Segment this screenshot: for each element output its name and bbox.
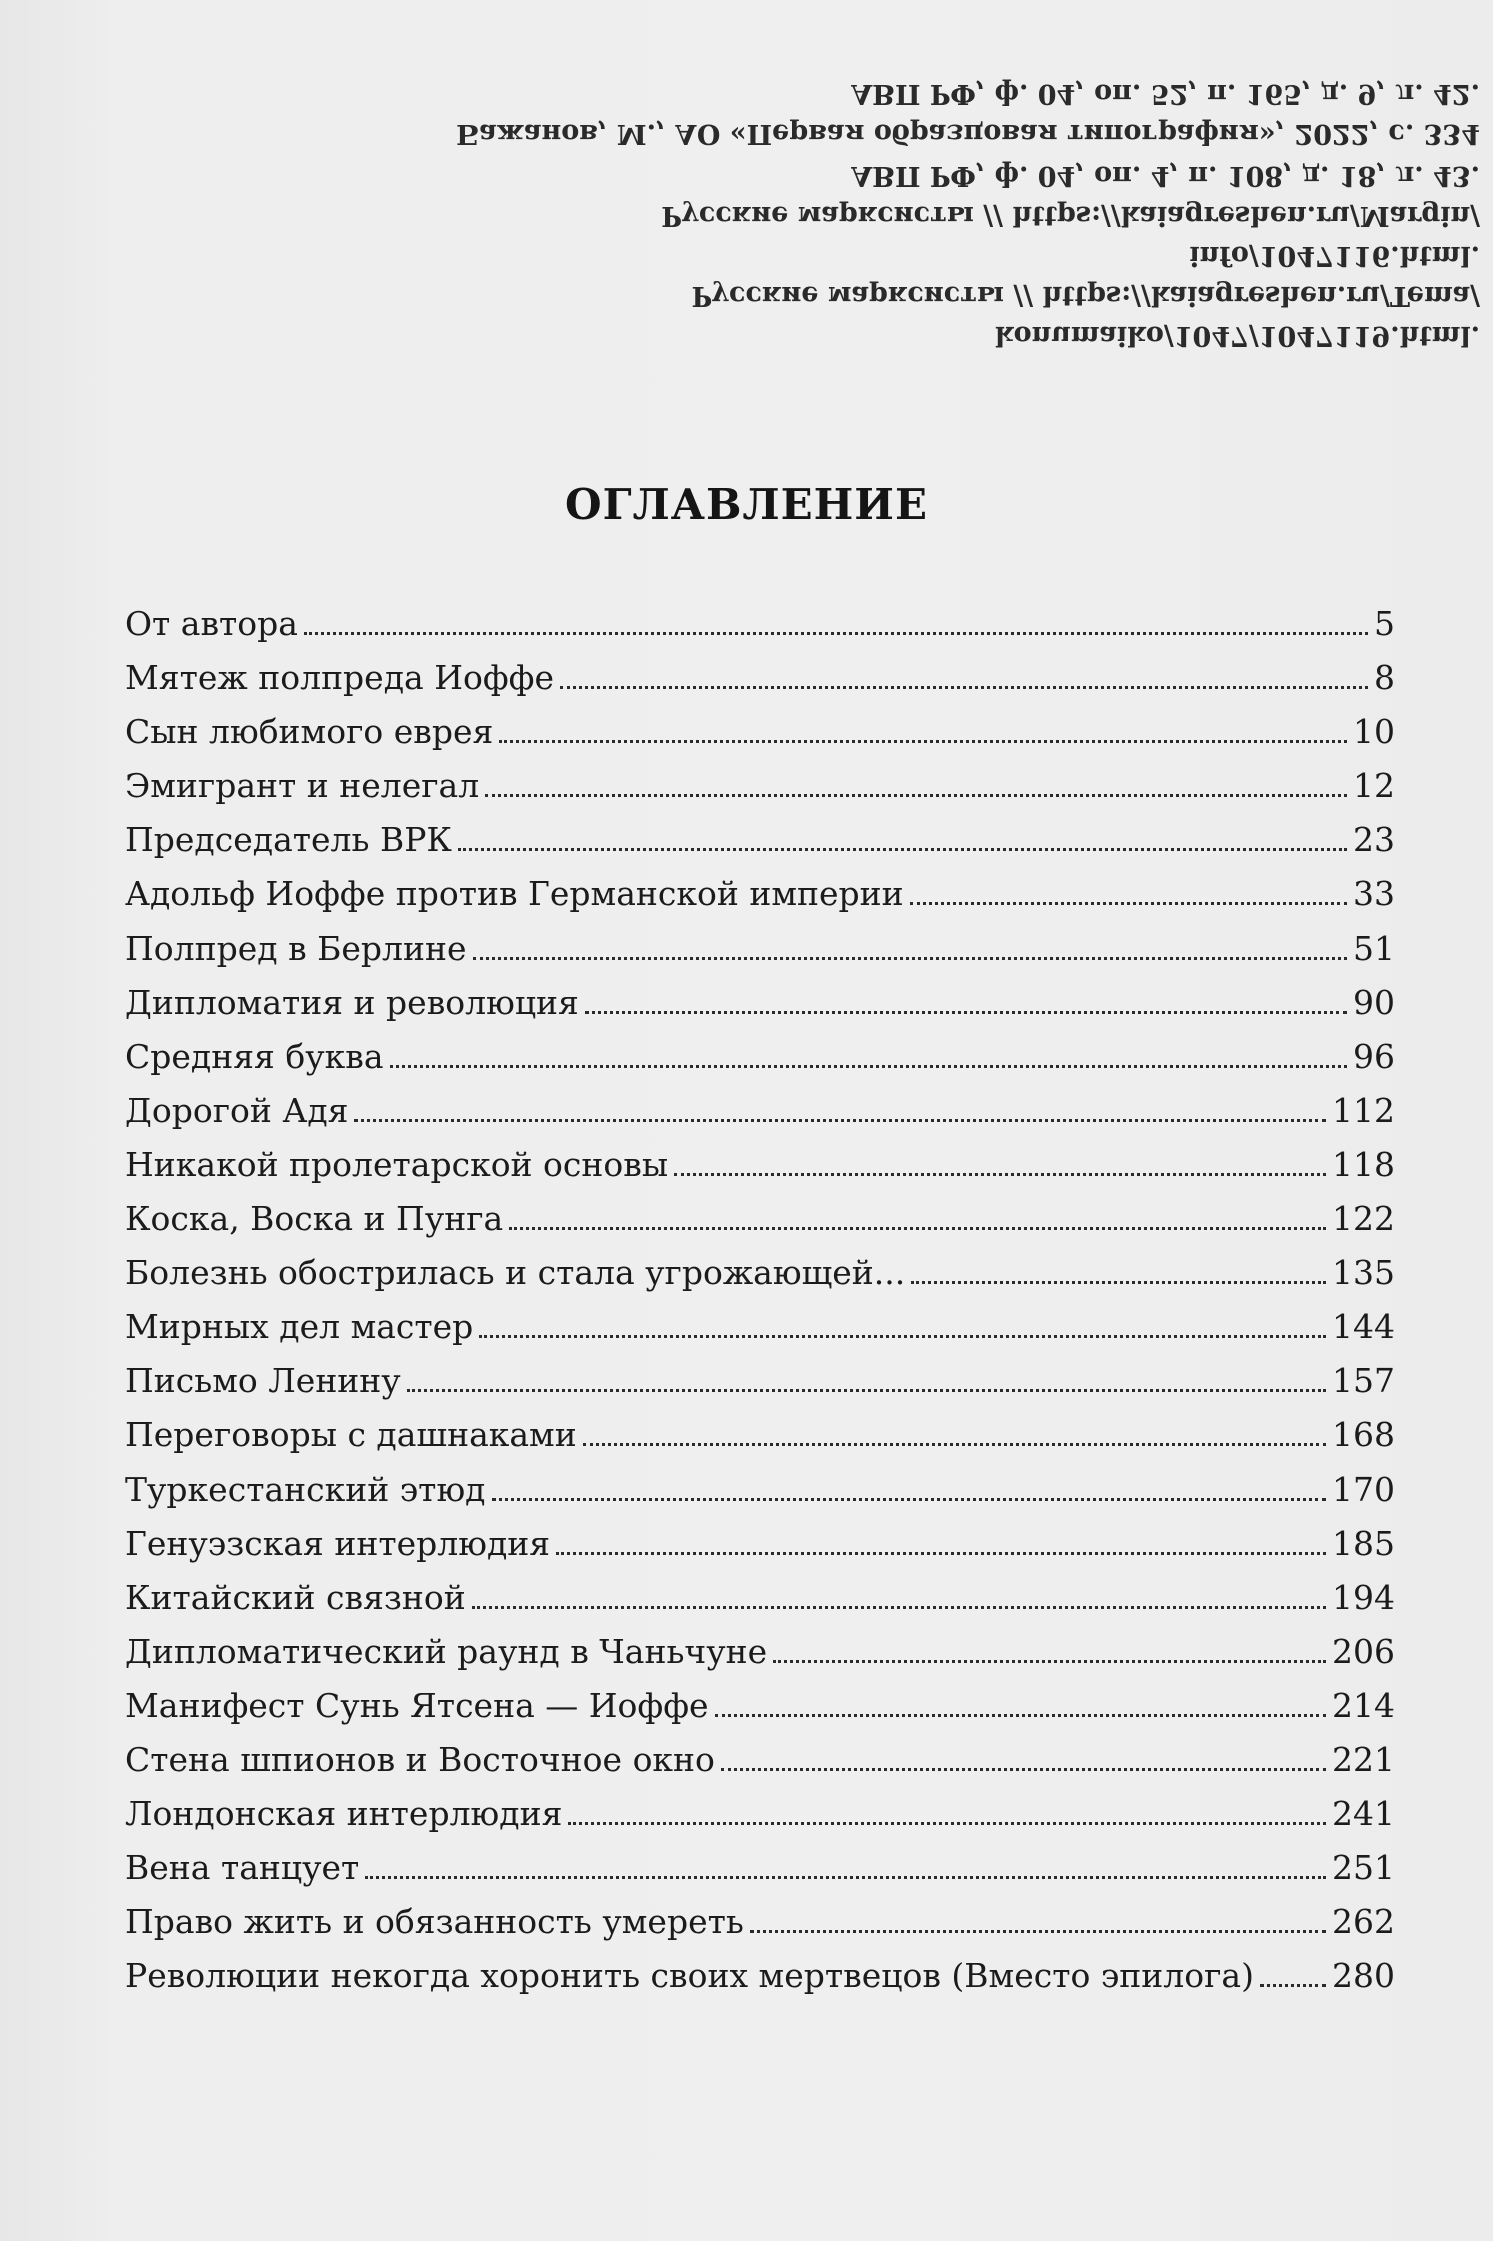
toc-entry-title: Манифест Сунь Ятсена — Иоффе: [125, 1685, 709, 1725]
toc-entry: [125, 1632, 1395, 1686]
toc-leader-dots: [715, 1714, 1326, 1717]
toc-leader-dots: [390, 1065, 1347, 1068]
toc-entry-page: 5: [1374, 604, 1395, 643]
toc-entry-title: Туркестанский этюд: [125, 1469, 486, 1509]
toc-leader-dots: [472, 1606, 1326, 1609]
toc-entry-title: Мирных дел мастер: [125, 1307, 474, 1347]
toc-leader-dots: [773, 1660, 1326, 1663]
toc-entry-page: 194: [1332, 1577, 1395, 1617]
toc-entry-page: 12: [1353, 766, 1395, 806]
toc-entry-title: Вена танцует: [125, 1848, 360, 1888]
toc-leader-dots: [721, 1768, 1326, 1771]
toc-entry-page: 168: [1332, 1415, 1395, 1455]
toc-entry-title: Переговоры с дашнаками: [125, 1415, 577, 1455]
toc-entry-page: 206: [1332, 1631, 1395, 1671]
toc-entry-page: 8: [1374, 658, 1395, 698]
toc-leader-dots: [583, 1443, 1326, 1446]
toc-leader-dots: [585, 1011, 1347, 1014]
footnote-line: Русские марксисты // https://kaiagreshen.ru/Tema/: [691, 280, 1480, 311]
toc-entry-title: Стена шпионов и Восточное окно: [125, 1739, 715, 1779]
toc-entry: [125, 604, 1395, 658]
footnote-line: info/1047116.html.: [1189, 240, 1480, 271]
toc-leader-dots: [479, 1335, 1326, 1338]
toc-entry-title: Болезнь обострилась и стала угрожающей...: [125, 1253, 906, 1293]
toc-entry-page: 122: [1332, 1199, 1395, 1239]
toc-entry-page: 170: [1332, 1469, 1395, 1509]
toc-entry: [125, 1794, 1395, 1848]
toc-entry-page: 90: [1353, 982, 1395, 1022]
toc-entry-title: Генуэзская интерлюдия: [125, 1523, 551, 1563]
toc-entry: [125, 1199, 1395, 1253]
toc-entry: [125, 1037, 1395, 1091]
toc-leader-dots: [354, 1119, 1326, 1122]
toc-entry-page: 23: [1353, 820, 1395, 860]
toc-entry: [125, 1524, 1395, 1578]
toc-leader-dots: [473, 957, 1347, 960]
toc-entry: [125, 1686, 1395, 1740]
toc-entry: [125, 1307, 1395, 1361]
top-footnotes-fragment: [0, 68, 1493, 368]
toc-entry-title: Эмигрант и нелегал: [125, 766, 480, 806]
toc-entry-title: От автора: [125, 604, 298, 643]
toc-entry: [125, 874, 1395, 928]
table-of-contents: [125, 604, 1395, 2010]
toc-entry-page: 214: [1332, 1685, 1395, 1725]
toc-entry-title: Председатель ВРК: [125, 820, 452, 860]
toc-entry: [125, 658, 1395, 712]
toc-leader-dots: [407, 1389, 1326, 1392]
toc-entry: [125, 1415, 1395, 1469]
footnote-line: ABП РФ, ф. 04, оп. 52, п. 165, д. 9, л. 42.: [851, 78, 1480, 109]
toc-entry: [125, 1145, 1395, 1199]
toc-entry-page: 241: [1332, 1794, 1395, 1834]
toc-entry: [125, 983, 1395, 1037]
toc-entry-page: 221: [1332, 1739, 1395, 1779]
toc-entry-title: Дорогой Адя: [125, 1090, 349, 1130]
toc-entry-title: Средняя буква: [125, 1036, 384, 1076]
footnote-line: Русские марксисты // https://kaiagreshen.ru/Margin/: [661, 200, 1480, 231]
toc-entry-title: Адольф Иоффе против Германской империи: [125, 874, 904, 914]
toc-entry-page: 251: [1332, 1848, 1395, 1888]
toc-entry-page: 262: [1332, 1902, 1395, 1942]
toc-entry-page: 33: [1353, 874, 1395, 914]
toc-entry: [125, 1470, 1395, 1524]
toc-entry: [125, 766, 1395, 820]
toc-entry: [125, 1956, 1395, 2010]
toc-entry-page: 112: [1332, 1090, 1395, 1130]
toc-entry: [125, 1740, 1395, 1794]
toc-leader-dots: [911, 1281, 1326, 1284]
toc-entry: [125, 1578, 1395, 1632]
toc-entry-title: Полпред в Берлине: [125, 928, 467, 968]
toc-entry-page: 280: [1332, 1956, 1395, 1996]
footnote-line: ABП РФ, ф. 04, оп. 4, п. 108, д. 18, л. 43.: [851, 160, 1480, 191]
toc-entry-title: Лондонская интерлюдия: [125, 1794, 563, 1834]
toc-entry-title: Китайский связной: [125, 1577, 466, 1617]
toc-leader-dots: [674, 1173, 1326, 1176]
toc-entry: [125, 1361, 1395, 1415]
toc-leader-dots: [910, 902, 1347, 905]
toc-entry-title: Сын любимого еврея: [125, 712, 494, 752]
toc-entry: [125, 1253, 1395, 1307]
toc-entry: [125, 1091, 1395, 1145]
page-title: ОГЛАВЛЕНИЕ: [565, 480, 928, 529]
toc-entry-page: 135: [1332, 1253, 1395, 1293]
toc-entry-page: 118: [1332, 1144, 1395, 1184]
toc-entry-title: Письмо Ленину: [125, 1361, 401, 1401]
toc-leader-dots: [568, 1822, 1326, 1825]
toc-entry-title: Дипломатический раунд в Чаньчуне: [125, 1631, 768, 1671]
toc-entry: [125, 1848, 1395, 1902]
toc-entry-page: 10: [1353, 712, 1395, 752]
toc-leader-dots: [556, 1552, 1326, 1555]
toc-entry-title: Никакой пролетарской основы: [125, 1144, 669, 1184]
toc-leader-dots: [560, 686, 1368, 689]
toc-entry-title: Право жить и обязанность умереть: [125, 1902, 744, 1942]
toc-leader-dots: [499, 740, 1347, 743]
toc-entry-page: 157: [1332, 1361, 1395, 1401]
toc-leader-dots: [750, 1930, 1326, 1933]
toc-entry: [125, 1902, 1395, 1956]
toc-entry-page: 185: [1332, 1523, 1395, 1563]
toc-leader-dots: [365, 1876, 1326, 1879]
toc-entry-title: Мятеж полпреда Иоффе: [125, 658, 555, 698]
footnote-line: Бажанов, М., АО «Первая образцовая типография», 2022, с. 334: [456, 118, 1480, 149]
toc-entry: [125, 820, 1395, 874]
toc-entry-page: 96: [1353, 1036, 1395, 1076]
toc-leader-dots: [492, 1498, 1327, 1501]
footnote-line: konumaiko/1047/1047119.html.: [994, 320, 1480, 351]
toc-leader-dots: [485, 794, 1347, 797]
toc-entry-title: Революции некогда хоронить своих мертвецов (Вместо эпилога): [125, 1956, 1254, 1996]
toc-entry-title: Дипломатия и революция: [125, 982, 579, 1022]
toc-entry: [125, 712, 1395, 766]
toc-entry: [125, 929, 1395, 983]
toc-leader-dots: [304, 632, 1368, 635]
toc-entry-title: Коска, Воска и Пунга: [125, 1199, 504, 1239]
toc-entry-page: 51: [1353, 928, 1395, 968]
toc-leader-dots: [458, 848, 1347, 851]
toc-leader-dots: [509, 1227, 1326, 1230]
toc-leader-dots: [1260, 1984, 1326, 1987]
toc-entry-page: 144: [1332, 1307, 1395, 1347]
